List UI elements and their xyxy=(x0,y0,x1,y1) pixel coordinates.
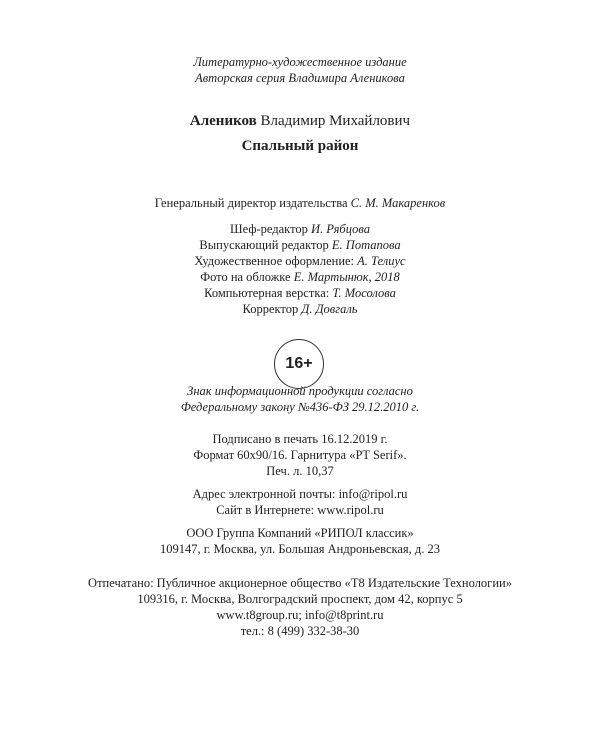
credit-line xyxy=(0,221,600,237)
print-format: Формат 60x90/16. Гарнитура «PT Serif». xyxy=(193,448,407,462)
credit-line xyxy=(0,253,600,269)
publisher-address: 109147, г. Москва, ул. Большая Андроньевская, д. 23 xyxy=(159,542,441,556)
credit-label: Художественное оформление: xyxy=(194,254,355,268)
credit-line xyxy=(0,237,600,253)
book-title: Спальный район xyxy=(241,138,359,154)
credit-label: Шеф-редактор xyxy=(230,222,308,236)
credit-label: Корректор xyxy=(242,302,299,316)
printer-line-3: www.t8group.ru; info@t8print.ru xyxy=(216,608,384,622)
credit-line xyxy=(0,301,600,317)
director-name: С. М. Макаренков xyxy=(350,196,446,210)
credit-name: Е. Мартынюк, 2018 xyxy=(293,270,400,284)
credit-line xyxy=(0,269,600,285)
email-line: Адрес электронной почты: info@ripol.ru xyxy=(192,487,408,501)
print-date: Подписано в печать 16.12.2019 г. xyxy=(212,432,388,446)
series-info xyxy=(0,54,600,86)
age-rating-badge: 16+ xyxy=(274,339,324,389)
credit-line xyxy=(0,285,600,301)
credit-name: Д. Довгаль xyxy=(301,302,358,316)
printer-line-1: Отпечатано: Публичное акционерное общество «Т8 Издательские Технологии» xyxy=(88,576,512,590)
print-sheets: Печ. л. 10,37 xyxy=(266,464,334,478)
rating-note-line-2: Федеральному закону №436-ФЗ 29.12.2010 г. xyxy=(180,400,420,414)
printer-line-4: тел.: 8 (499) 332-38-30 xyxy=(240,624,360,638)
director-label: Генеральный директор издательства xyxy=(154,196,348,210)
rating-note-line-1: Знак информационной продукции согласно xyxy=(187,384,413,398)
credit-label: Компьютерная верстка: xyxy=(204,286,330,300)
credit-label: Выпускающий редактор xyxy=(199,238,329,252)
publisher-name: ООО Группа Компаний «РИПОЛ классик» xyxy=(186,526,414,540)
series-line-1: Литературно-художественное издание xyxy=(193,55,407,69)
credit-name: Т. Мосолова xyxy=(332,286,396,300)
director-line xyxy=(0,195,600,211)
credit-name: А. Телиус xyxy=(357,254,406,268)
credit-name: И. Рябцова xyxy=(311,222,370,236)
site-line: Сайт в Интернете: www.ripol.ru xyxy=(216,503,384,517)
author-name xyxy=(0,112,600,130)
credit-label: Фото на обложке xyxy=(200,270,291,284)
author-surname: Алеников xyxy=(189,113,257,129)
printer-line-2: 109316, г. Москва, Волгоградский проспект, дом 42, корпус 5 xyxy=(137,592,463,606)
series-line-2: Авторская серия Владимира Аленикова xyxy=(195,71,405,85)
author-given-names: Владимир Михайлович xyxy=(260,113,411,129)
credit-name: Е. Потапова xyxy=(331,238,401,252)
